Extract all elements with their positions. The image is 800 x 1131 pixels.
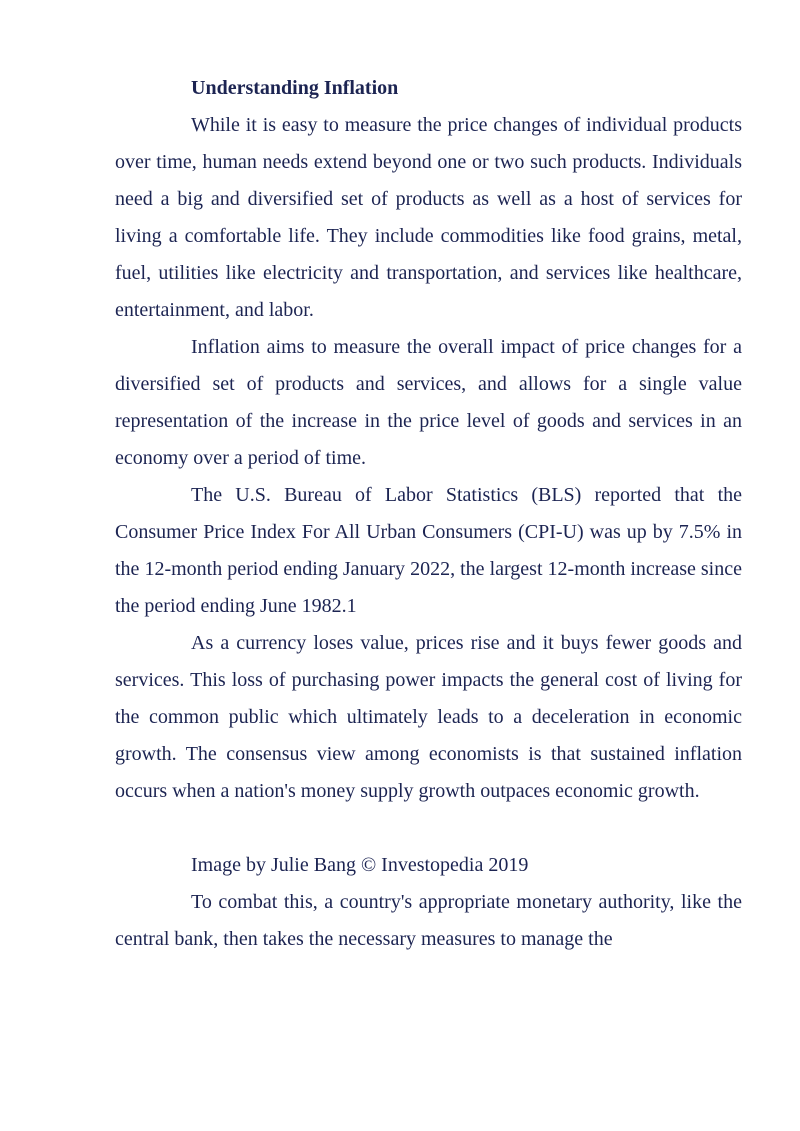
image-placeholder-gap xyxy=(115,810,742,847)
document-body xyxy=(115,70,742,958)
section-heading: Understanding Inflation xyxy=(191,77,399,99)
paragraph-purchasing-power: As a currency loses value, prices rise and it buys fewer goods and services. This loss of purchasing power impacts the general cost of living for the common public which ultimately leads to a deceleration in economic growth. The consensus view among economists is that sustained inflation occurs when a nation's money supply growth outpaces economic growth. xyxy=(115,632,742,802)
paragraph-bls-report: The U.S. Bureau of Labor Statistics (BLS) reported that the Consumer Price Index For All Urban Consumers (CPI-U) was up by 7.5% in the 12-month period ending January 2022, the largest 12-month increase since the period ending June 1982.1 xyxy=(115,484,742,617)
paragraph-monetary-authority: To combat this, a country's appropriate monetary authority, like the central bank, then takes the necessary measures to manage the xyxy=(115,891,742,950)
image-caption: Image by Julie Bang © Investopedia 2019 xyxy=(191,854,529,876)
paragraph-human-needs: While it is easy to measure the price changes of individual products over time, human needs extend beyond one or two such products. Individuals need a big and diversified set of products as well as a host of services for living a comfortable life. They include commodities like food grains, metal, fuel, utilities like electricity and transportation, and services like healthcare, entertainment, and labor. xyxy=(115,114,742,321)
paragraph-inflation-definition: Inflation aims to measure the overall impact of price changes for a diversified set of products and services, and allows for a single value representation of the increase in the price level of goods and services in an economy over a period of time. xyxy=(115,336,742,469)
